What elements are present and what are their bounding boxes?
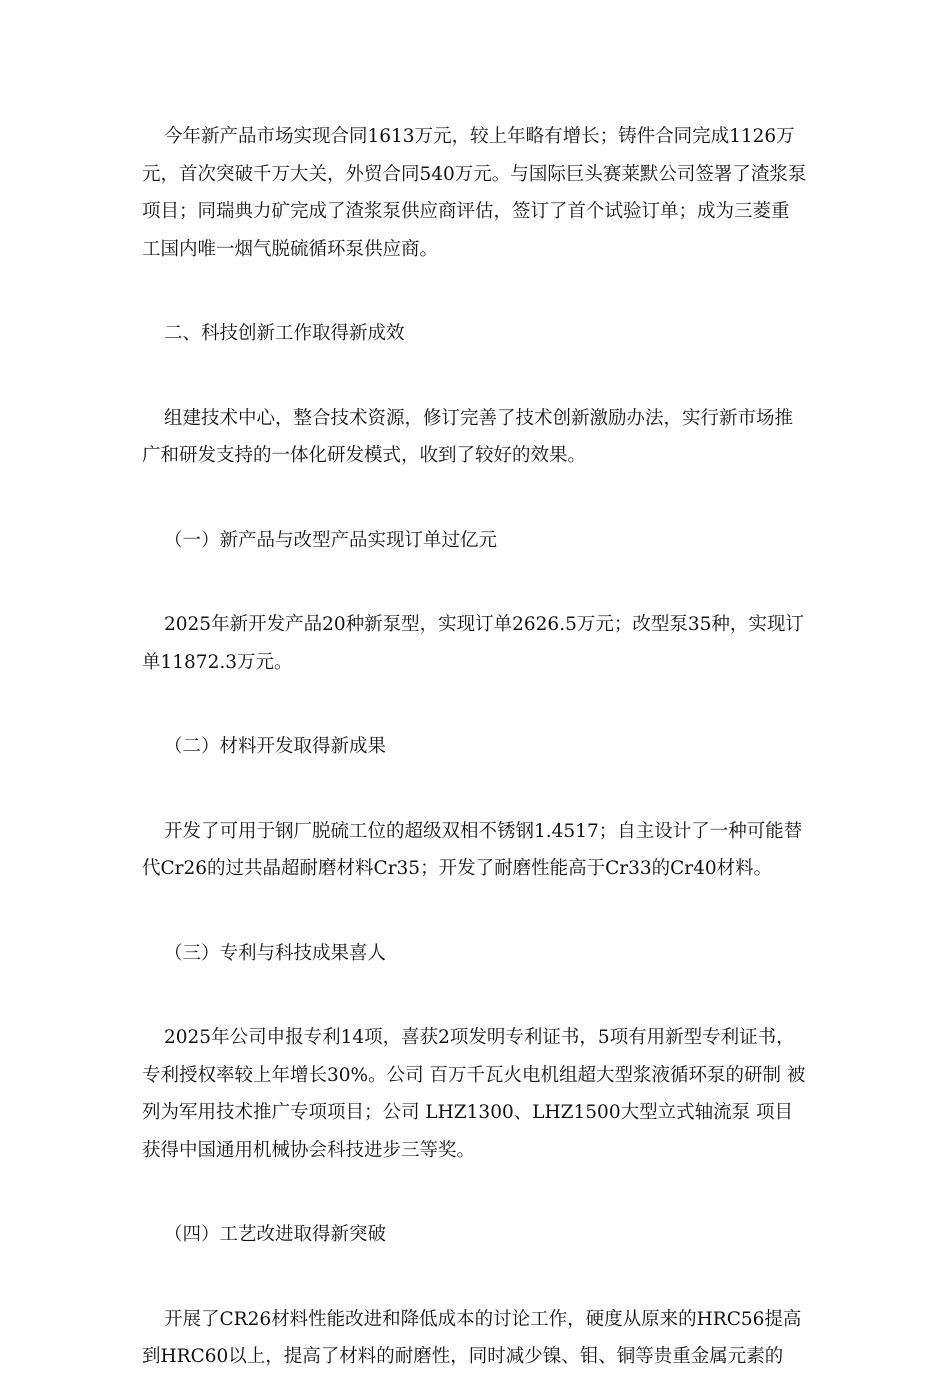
paragraph-tech-center: 组建技术中心，整合技术资源，修订完善了技术创新激励办法，实行新市场推广和研发支持的一体化研发模式，收到了较好的效果。 — [142, 407, 794, 466]
paragraph-gap — [142, 681, 807, 728]
paragraph-materials: 开发了可用于钢厂脱硫工位的超级双相不锈钢1.4517；自主设计了一种可能替代Cr26的过共晶超耐磨材料Cr35；开发了耐磨性能高于Cr33的Cr40材料。 — [142, 820, 803, 879]
paragraph-patents: 2025年公司申报专利14项，喜获2项发明专利证书，5项有用新型专利证书，专利授权率较上年增长30%。公司 百万千瓦火电机组超大型浆液循环泵的研制 被列为军用技术推广专项项目；公司 LHZ1300、LHZ1500大型立式轴流泵 项目获得中国通用机械协会科技进步三等奖。 — [142, 1027, 806, 1161]
section-heading-tech-innovation: 二、科技创新工作取得新成效 — [164, 323, 405, 344]
paragraph-gap — [142, 353, 807, 400]
paragraph-gap — [142, 1254, 807, 1301]
paragraph-gap — [142, 268, 807, 315]
paragraph-gap — [142, 972, 807, 1019]
paragraph-gap — [142, 475, 807, 522]
document-body — [142, 118, 807, 1376]
paragraph-new-products: 2025年新开发产品20种新泵型，实现订单2626.5万元；改型泵35种，实现订单11872.3万元。 — [142, 614, 804, 673]
subheading-patents: （三）专利与科技成果喜人 — [164, 942, 387, 964]
paragraph-process-improvement: 开展了CR26材料性能改进和降低成本的讨论工作，硬度从原来的HRC56提高到HRC60以上，提高了材料的耐磨性，同时减少镍、钼、铜等贵重金属元素的 — [142, 1308, 802, 1367]
subheading-process-improvement: （四）工艺改进取得新突破 — [164, 1224, 387, 1245]
paragraph-gap — [142, 1169, 807, 1216]
paragraph-gap — [142, 559, 807, 606]
paragraph-gap — [142, 888, 807, 935]
paragraph-gap — [142, 766, 807, 813]
subheading-new-products: （一）新产品与改型产品实现订单过亿元 — [164, 529, 498, 551]
paragraph-market-contracts: 今年新产品市场实现合同1613万元，较上年略有增长；铸件合同完成1126万元，首次突破千万大关，外贸合同540万元。与国际巨头赛莱默公司签署了渣浆泵项目；同瑞典力矿完成了渣浆泵供应商评估，签订了首个试验订单；成为三菱重工国内唯一烟气脱硫循环泵供应商。 — [142, 126, 807, 260]
subheading-materials: （二）材料开发取得新成果 — [164, 736, 387, 757]
